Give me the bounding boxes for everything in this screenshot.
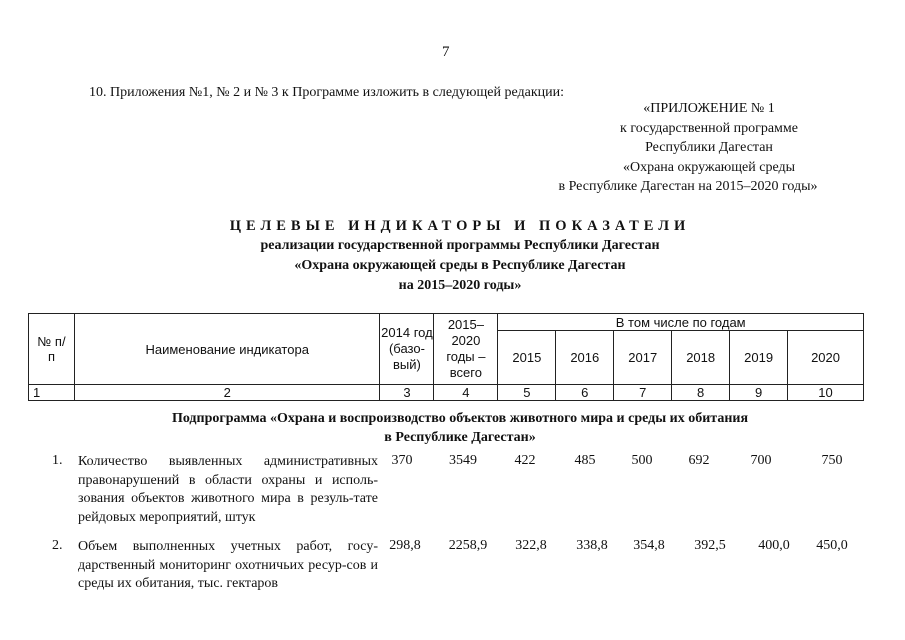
header-total: 2015–2020 годы – всего [434,314,498,385]
header-base: 2014 год (базо-вый) [380,314,434,385]
row-value: 750 [821,453,843,468]
page-number: 7 [442,44,450,60]
subprogram-heading [120,409,800,447]
row-indicator-name: Количество выявленных административных правонарушений в области охраны и исполь-зования объектов животного мира в резуль-тате рейдовых мероприятий, штук [78,454,378,525]
title-line: на 2015–2020 годы» [398,278,522,293]
annex-line: к государственной программе [620,120,798,136]
header-year: 2017 [614,331,672,385]
title-main: ЦЕЛЕВЫЕ ИНДИКАТОРЫ И ПОКАЗАТЕЛИ [229,218,691,234]
document-title [150,216,770,296]
header-by-years: В том числе по годам [498,314,864,331]
column-number: 8 [672,385,730,401]
annex-line: Республики Дагестан [645,140,773,155]
annex-line: «Охрана окружающей среды [622,159,796,175]
row-value: 298,8 [389,538,421,553]
row-number: 2. [52,538,63,553]
row-value: 692 [688,453,710,468]
row-value: 2258,9 [448,538,488,553]
row-value: 322,8 [515,538,547,553]
annex-line: в Республике Дагестан на 2015–2020 годы» [558,179,818,194]
row-value: 485 [574,453,596,468]
row-value: 338,8 [576,538,608,553]
header-year: 2019 [730,331,788,385]
subprogram-line: в Республике Дагестан» [384,430,536,445]
indicators-table-header [28,313,864,401]
row-value: 500 [631,453,653,468]
header-year: 2020 [788,331,864,385]
row-value: 400,0 [758,538,790,553]
column-number: 10 [788,385,864,401]
row-value: 370 [391,453,413,468]
header-num: № п/п [29,314,75,385]
title-line: реализации государственной программы Республики Дагестан [260,238,660,253]
header-year: 2018 [672,331,730,385]
column-number: 9 [730,385,788,401]
row-value: 392,5 [694,538,726,553]
header-name: Наименование индикатора [74,314,380,385]
column-number: 3 [380,385,434,401]
header-year: 2016 [556,331,614,385]
column-number: 2 [74,385,380,401]
column-number: 7 [614,385,672,401]
header-year: 2015 [498,331,556,385]
column-number: 5 [498,385,556,401]
annex-header [535,99,835,197]
row-number: 1. [52,453,63,468]
column-number: 1 [29,385,75,401]
row-value: 3549 [449,453,477,468]
column-number: 6 [556,385,614,401]
title-line: «Охрана окружающей среды в Республике Дагестан [294,258,626,273]
annex-line: «ПРИЛОЖЕНИЕ № 1 [643,101,775,116]
intro-paragraph: 10. Приложения №1, № 2 и № 3 к Программе изложить в следующей редакции: [89,85,565,100]
row-value: 354,8 [633,538,665,553]
row-indicator-name: Объем выполненных учетных работ, госу-дарственный мониторинг охотничьих ресур-сов и среды их обитания, тыс. гектаров [78,539,378,591]
column-number: 4 [434,385,498,401]
row-value: 422 [514,453,536,468]
row-value: 700 [750,453,772,468]
subprogram-line: Подпрограмма «Охрана и воспроизводство объектов животного мира и среды их обитания [171,411,749,426]
row-value: 450,0 [816,538,848,553]
